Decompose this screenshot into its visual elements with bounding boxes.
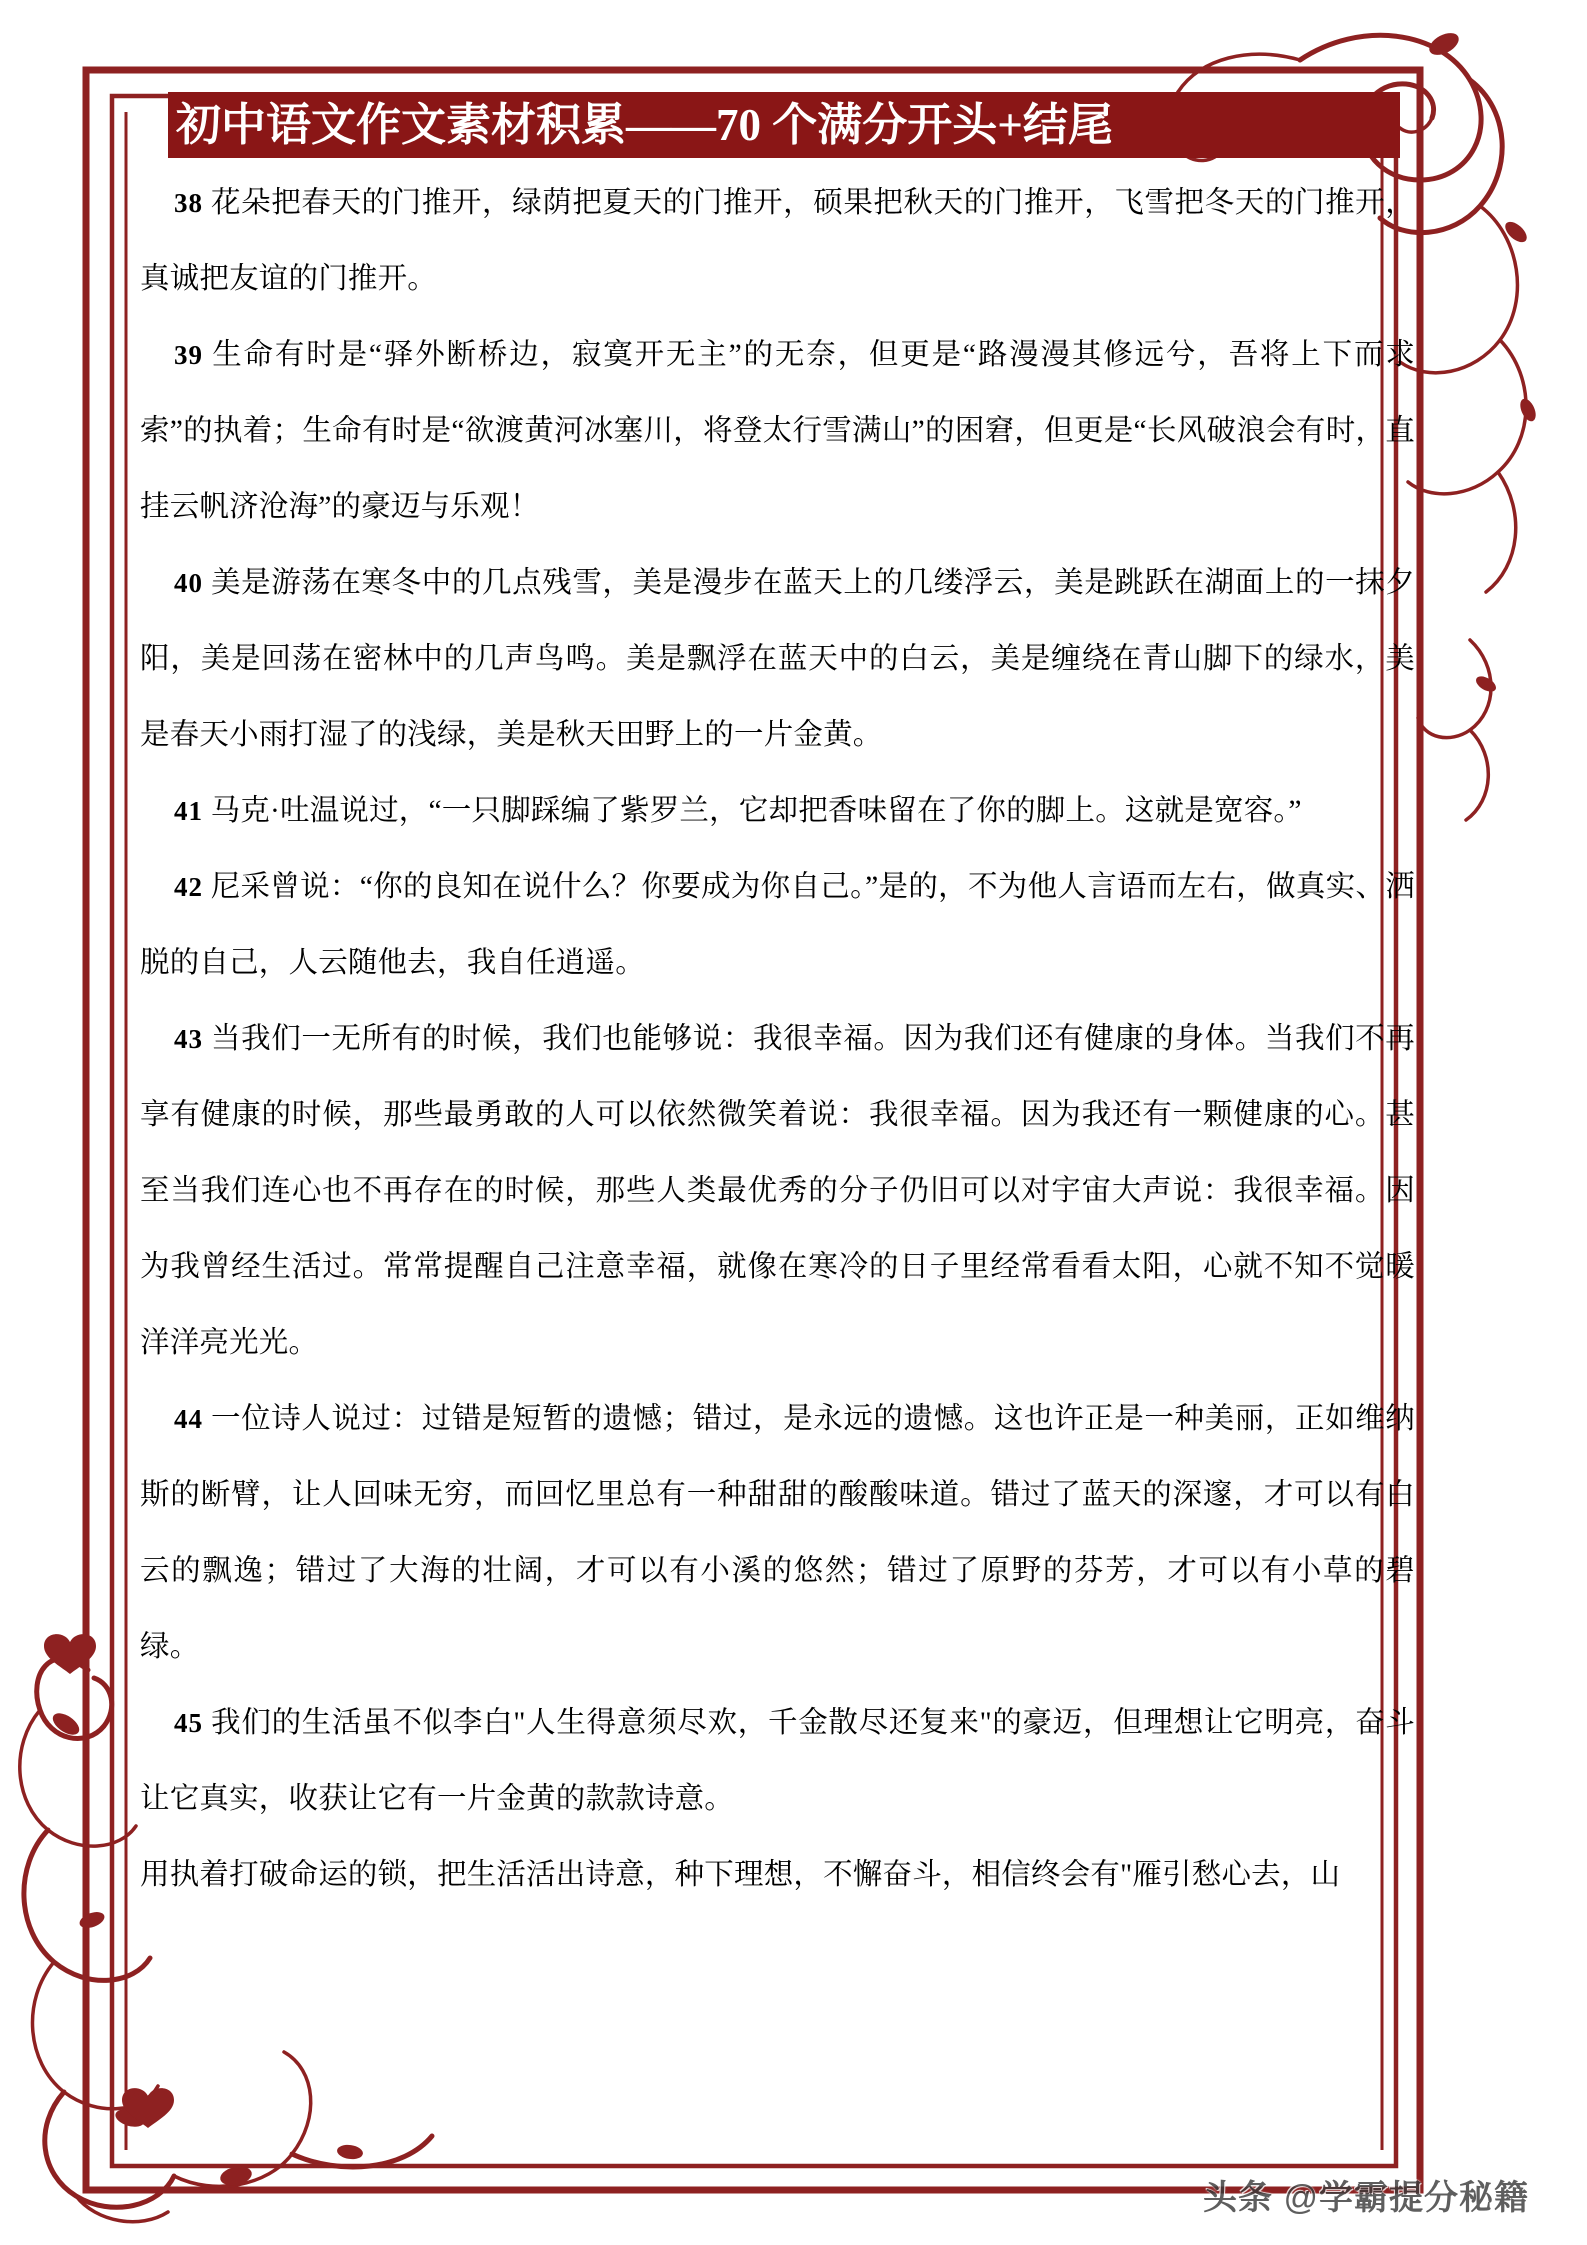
watermark-at-symbol: @: [1283, 2179, 1319, 2217]
paragraph-text: 当我们一无所有的时候，我们也能够说：我很幸福。因为我们还有健康的身体。当我们不再享有健康的时候，那些最勇敢的人可以依然微笑着说：我很幸福。因为我还有一颗健康的心。甚至当我们连心也不再存在的时候，那些人类最优秀的分子仍旧可以对宇宙大声说：我很幸福。因为我曾经生活过。常常提醒自己注意幸福，就像在寒冷的日子里经常看看太阳，心就不知不觉暖洋洋亮光光。: [140, 1023, 1415, 1359]
paragraph-number: 38: [174, 188, 203, 218]
paragraph-number: 42: [174, 872, 203, 902]
watermark: [1203, 2170, 1529, 2219]
paragraph-39: [140, 317, 1415, 545]
paragraph-43: [140, 1001, 1415, 1381]
paragraph-38: [140, 165, 1415, 317]
paragraph-number: 43: [174, 1024, 203, 1054]
watermark-account: 学霸提分秘籍: [1319, 2179, 1529, 2217]
paragraph-44: [140, 1381, 1415, 1685]
paragraph-text: 美是游荡在寒冬中的几点残雪，美是漫步在蓝天上的几缕浮云，美是跳跃在湖面上的一抹夕阳，美是回荡在密林中的几声鸟鸣。美是飘浮在蓝天中的白云，美是缠绕在青山脚下的绿水，美是春天小雨打湿了的浅绿，美是秋天田野上的一片金黄。: [140, 567, 1415, 751]
paragraph-text: 马克·吐温说过，“一只脚踩编了紫罗兰，它却把香味留在了你的脚上。这就是宽容。”: [210, 795, 1302, 827]
document-title-banner: [168, 92, 1400, 158]
paragraph-text: 我们的生活虽不似李白"人生得意须尽欢，千金散尽还复来"的豪迈，但理想让它明亮，奋斗让它真实，收获让它有一片金黄的款款诗意。: [140, 1707, 1415, 1815]
paragraph-41: [140, 773, 1415, 849]
page-title: 初中语文作文素材积累——70 个满分开头+结尾: [176, 99, 1113, 150]
paragraph-text: 花朵把春天的门推开，绿荫把夏天的门推开，硕果把秋天的门推开，飞雪把冬天的门推开，真诚把友谊的门推开。: [140, 187, 1415, 295]
paragraph-number: 44: [174, 1404, 203, 1434]
paragraph-42: [140, 849, 1415, 1001]
paragraph-number: 39: [174, 340, 203, 370]
paragraph-40: [140, 545, 1415, 773]
paragraph-number: 40: [174, 568, 203, 598]
paragraph-number: 41: [174, 796, 203, 826]
paragraph-trailing: 用执着打破命运的锁，把生活活出诗意，种下理想，不懈奋斗，相信终会有"雁引愁心去，山: [140, 1859, 1341, 1891]
document-body: [140, 165, 1415, 1913]
watermark-source: 头条: [1203, 2179, 1274, 2217]
paragraph-45: [140, 1685, 1415, 1837]
paragraph-text: 一位诗人说过：过错是短暂的遗憾；错过，是永远的遗憾。这也许正是一种美丽，正如维纳斯的断臂，让人回味无穷，而回忆里总有一种甜甜的酸酸味道。错过了蓝天的深邃，才可以有白云的飘逸；错过了大海的壮阔，才可以有小溪的悠然；错过了原野的芬芳，才可以有小草的碧绿。: [140, 1403, 1415, 1663]
paragraph-text: 尼采曾说：“你的良知在说什么？你要成为你自己。”是的，不为他人言语而左右，做真实、洒脱的自己，人云随他去，我自任逍遥。: [140, 871, 1415, 979]
paragraph-text: 生命有时是“驿外断桥边，寂寞开无主”的无奈，但更是“路漫漫其修远兮，吾将上下而求索”的执着；生命有时是“欲渡黄河冰塞川，将登太行雪满山”的困窘，但更是“长风破浪会有时，直挂云帆济沧海”的豪迈与乐观！: [140, 339, 1415, 523]
paragraph-number: 45: [174, 1708, 203, 1738]
